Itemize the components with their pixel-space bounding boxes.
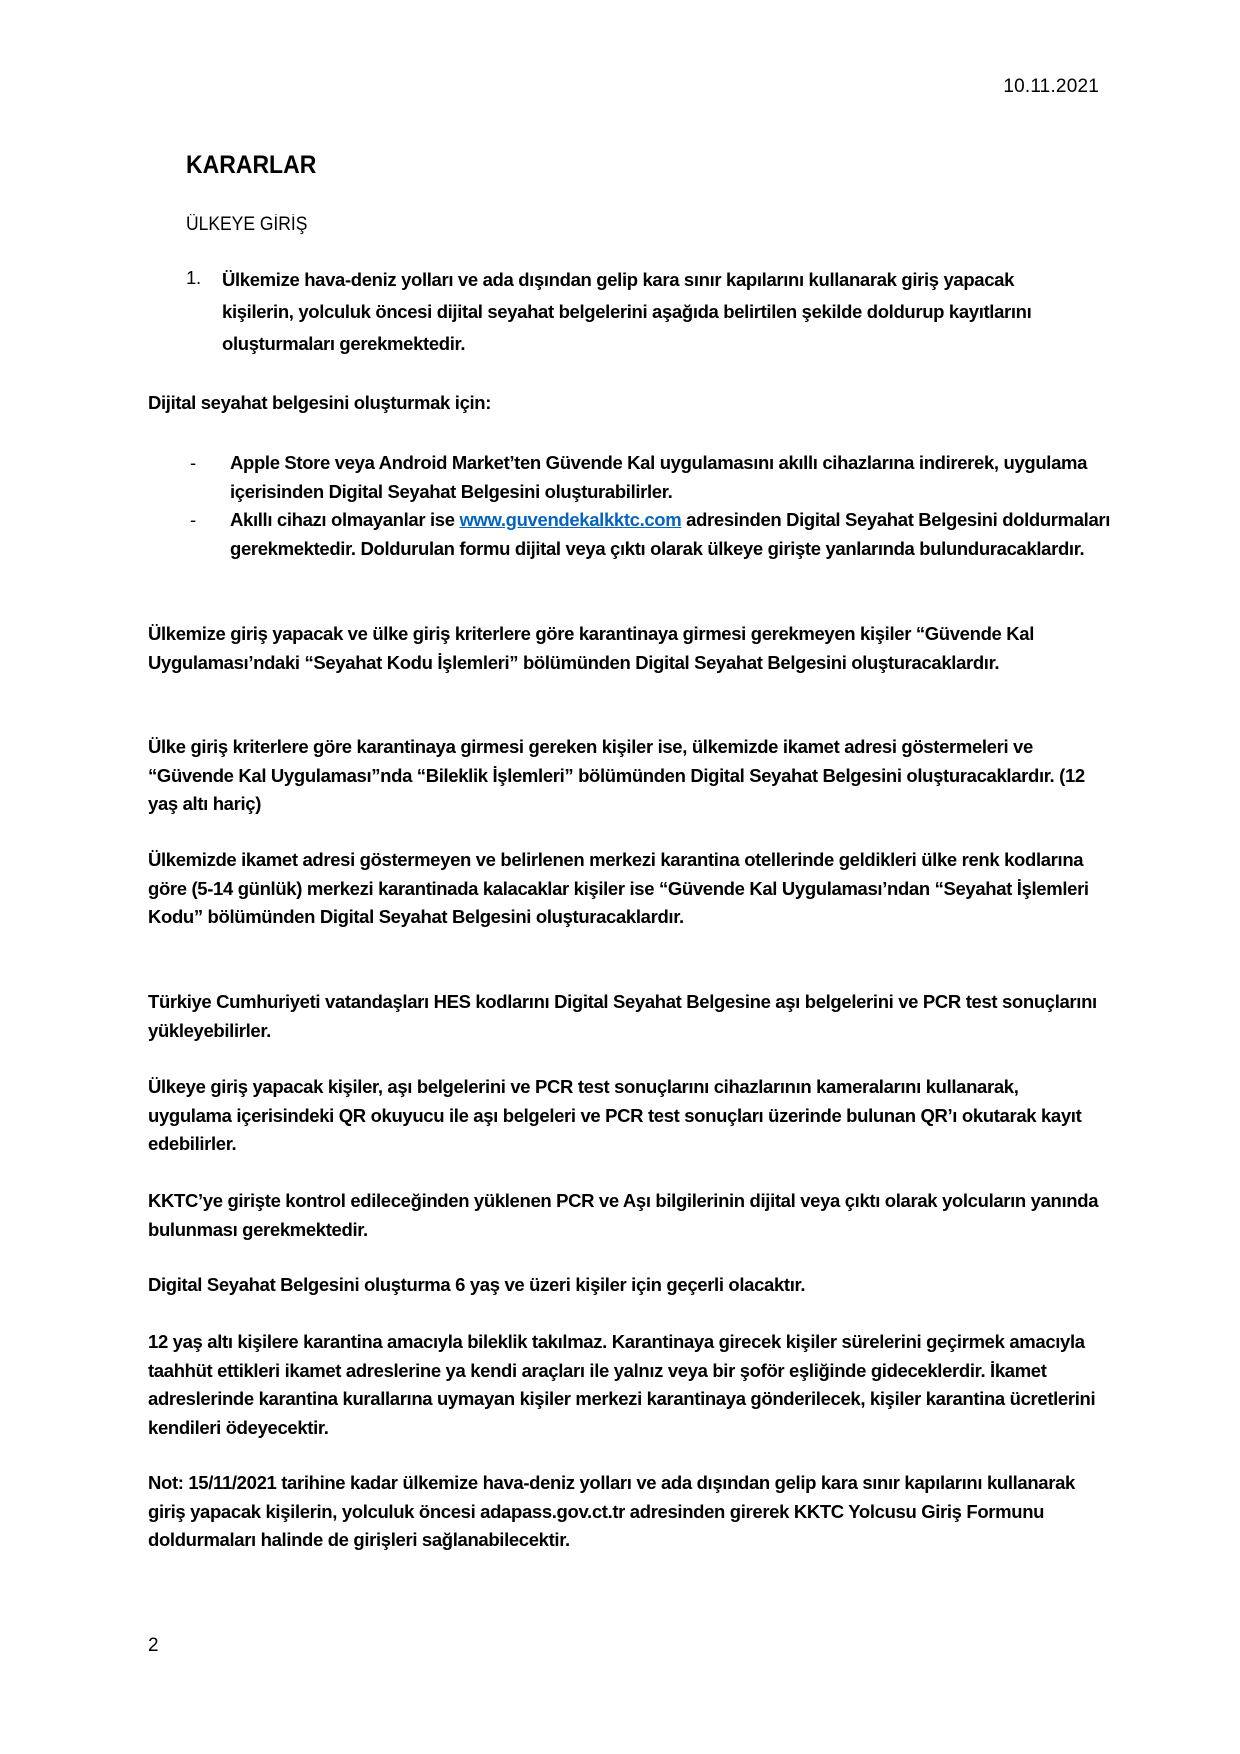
bullet-text-after-link: adresinden Digital Seyahat Belgesini doldurmaları gerekmektedir. Doldurulan formu dijital veya çıktı olarak ülkeye girişte yanlarında bulunduracaklardır. <box>230 509 1111 559</box>
paragraph: Ülkeye giriş yapacak kişiler, aşı belgelerini ve PCR test sonuçlarını cihazlarının kameralarını kullanarak, uygulama içerisindeki QR okuyucu ile aşı belgeleri ve PCR test sonuçları üzerinde bulunan QR’ı okutarak kayıt edebilirler. <box>148 1076 1082 1154</box>
page-title: KARARLAR <box>186 151 317 179</box>
bullet-text-before-link: Akıllı cihazı olmayanlar ise <box>230 509 460 530</box>
note-paragraph: Not: 15/11/2021 tarihine kadar ülkemize hava-deniz yolları ve ada dışından gelip kara sınır kapılarını kullanarak giriş yapacak kişilerin, yolculuk öncesi adapass.gov.ct.tr adresinden girerek KKTC Yolcusu Giriş Formunu doldurmaları halinde de girişleri sağlanabilecektir. <box>148 1472 1075 1550</box>
bullet-text: Apple Store veya Android Market’ten Güvende Kal uygulamasını akıllı cihazlarına indirerek, uygulama içerisinden Digital Seyahat Belgesini oluşturabilirler. <box>230 452 1088 502</box>
bullet-dash: - <box>190 509 196 530</box>
paragraph: Ülkemizde ikamet adresi göstermeyen ve belirlenen merkezi karantina otellerinde geldikleri ülke renk kodlarına göre (5-14 günlük) merkezi karantinada kalacaklar kişiler ise “Güvende Kal Uygulaması’ndan “Seyahat İşlemleri Kodu” bölümünden Digital Seyahat Belgesini oluşturacaklardır. <box>148 849 1089 927</box>
item-number: 1. <box>186 267 201 288</box>
section-heading: ÜLKEYE GİRİŞ <box>186 214 308 235</box>
bullet-list <box>190 449 1120 563</box>
bullet-item <box>190 449 1120 506</box>
website-link[interactable]: www.guvendekalkktc.com <box>459 509 682 530</box>
document-date: 10.11.2021 <box>1003 76 1099 97</box>
bullet-text <box>230 506 1120 563</box>
paragraph: KKTC’ye girişte kontrol edileceğinden yüklenen PCR ve Aşı bilgilerinin dijital veya çıktı olarak yolcuların yanında bulunması gerekmektedir. <box>148 1190 1099 1240</box>
paragraph: 12 yaş altı kişilere karantina amacıyla bileklik takılmaz. Karantinaya girecek kişiler sürelerini geçirmek amacıyla taahhüt ettikleri ikamet adreslerine ya kendi araçları ile yalnız veya bir şoför eşliğinde gideceklerdir. İkamet adreslerinde karantina kurallarına uymayan kişiler merkezi karantinaya gönderilecek, kişiler karantina ücretlerini kendileri ödeyecektir. <box>148 1331 1096 1438</box>
paragraph: Ülke giriş kriterlere göre karantinaya girmesi gereken kişiler ise, ülkemizde ikamet adresi göstermeleri ve “Güvende Kal Uygulaması”nda “Bileklik İşlemleri” bölümünden Digital Seyahat Belgesini oluşturacaklardır. (12 yaş altı hariç) <box>148 736 1085 814</box>
paragraph: Ülkemize giriş yapacak ve ülke giriş kriterlere göre karantinaya girmesi gerekmeyen kişiler “Güvende Kal Uygulaması’ndaki “Seyahat Kodu İşlemleri” bölümünden Digital Seyahat Belgesini oluşturacaklardır. <box>148 623 1034 673</box>
paragraph: Türkiye Cumhuriyeti vatandaşları HES kodlarını Digital Seyahat Belgesine aşı belgelerini ve PCR test sonuçlarını yükleyebilirler. <box>148 991 1097 1041</box>
paragraph: Digital Seyahat Belgesini oluşturma 6 yaş ve üzeri kişiler için geçerli olacaktır. <box>148 1274 806 1295</box>
bullet-dash: - <box>190 452 196 473</box>
page-number: 2 <box>148 1635 159 1656</box>
bullet-item <box>190 506 1120 563</box>
item-text: Ülkemize hava-deniz yolları ve ada dışından gelip kara sınır kapılarını kullanarak giriş yapacak kişilerin, yolculuk öncesi dijital seyahat belgelerini aşağıda belirtilen şekilde doldurup kayıtlarını oluşturmaları gerekmektedir. <box>222 269 1032 354</box>
intro-paragraph: Dijital seyahat belgesini oluşturmak için: <box>148 392 492 413</box>
numbered-item <box>186 264 1086 360</box>
